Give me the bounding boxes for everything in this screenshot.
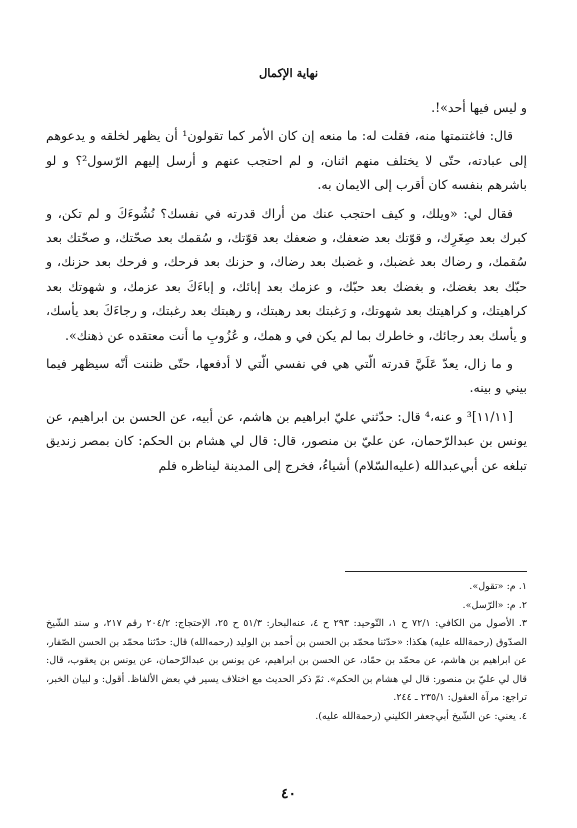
main-text [46,96,527,482]
paragraph-3: فقال لي: «ويلك، و كيف احتجب عنك من أراك قدرته في نفسك؟ نُشُوءَكَ و لم تكن، و كبرك بعد صِغَرِك، و قوّتك بعد ضعفك، و ضعفك بعد قوّتك، و سُقمك بعد صحّتك، و صحّتك بعد سُقمك، و رضاك بعد غضبك، و غضبك بعد رضاك، و حزنك بعد فرحك، و فرحك بعد حزنك، و حبّك بعد بغضك، و بغضك بعد حبّك، و عزمك بعد إبائك، و إباءَكَ بعد عزمك، و شهوتك بعد كراهيتك، و كراهيتك بعد شهوتك، و رَغبتك بعد رهبتك، و رهبتك بعد رغبتك، و رجاءَكَ بعد يأسك، و يأسك بعد رجائك، و خاطرك بما لم يكن في و همك، و عُزُوبِ ما أنت معتقده عن ذهنك». [46,205,527,343]
paragraph-1: و ليس فيها أحد»!. [431,100,527,115]
footnote-1: ١. م: «تقول». [469,581,527,592]
paragraph-4: و ما زال، يعدّ عَلَيَّ قدرته الّتي هي في نفسي الّتي لا أدفعها، حتّى ظننت أنّه سيظهر فيما بيني و بينه. [46,356,527,396]
footnote-4: ٤. يعني: عن الشّيخ أبي‌جعفر الكليني (رحمةالله عليه). [315,710,527,722]
running-header: نهاية الإكمال [258,66,319,80]
footnote-3: ٣. الأصول من الكافي: ٧٢/١ ح ١، التّوحيد: ٢٩٣ ح ٤، عنه‌البحار: ٥١/٣ ح ٢٥، الإحتجاج: ٢٠٤/٢ رقم ٢١٧، و سند الشّيخ الصدّوق (رحمةالله عليه) هكذا: «حدّثنا محمّد بن الحسن بن أحمد بن الوليد (رحمه‌الله) قال: حدّثنا محمّد بن الحسن الصّفار، عن ابراهيم بن هاشم، عن محمّد بن حمّاد، عن الحسن بن ابراهيم، عن يونس بن عبدالرّحمان، عن يونس بن يعقوب، قال: قال لي عليّ بن منصور: قال لي هشام بن الحكم». ثمّ ذكر الحديث مع اختلاف يسير في بعض الألفاظ. أقول: و لبيان الخبر، تراجع: مرآة العقول: ٢٣٥/١ ـ ٢٤٤. [46,618,528,703]
footnotes [46,578,527,726]
page-number: ٤٠ [280,786,297,802]
footnote-2: ٢. م: «الرّسل». [462,599,527,611]
paragraph-2: قال: فاغتنمتها منه، فقلت له: ما منعه إن كان الأمر كما تقولون¹ أن يظهر لخلقه و يدعوهم إلى عبادته، حتّى لا يختلف منهم اثنان، و لم احتجب عنهم و أرسل إليهم الرّسول²؟ و لو باشرهم بنفسه كان أقرب إلى الايمان به. [46,128,527,193]
paragraph-5: [١١/١١]³ و عنه،⁴ قال: حدّثني عليّ ابراهيم بن هاشم، عن أبيه، عن الحسن بن ابراهيم، عن يونس بن عبدالرّحمان، عن عليّ بن منصور، قال: قال لي هشام بن الحكم: كان بمصر زنديق تبلغه عن أبي‌عبدالله (عليه‌السّلام) أشياءُ، فخرج إلى المدينة ليناظره فلم [46,408,527,473]
footnote-divider [345,571,527,572]
